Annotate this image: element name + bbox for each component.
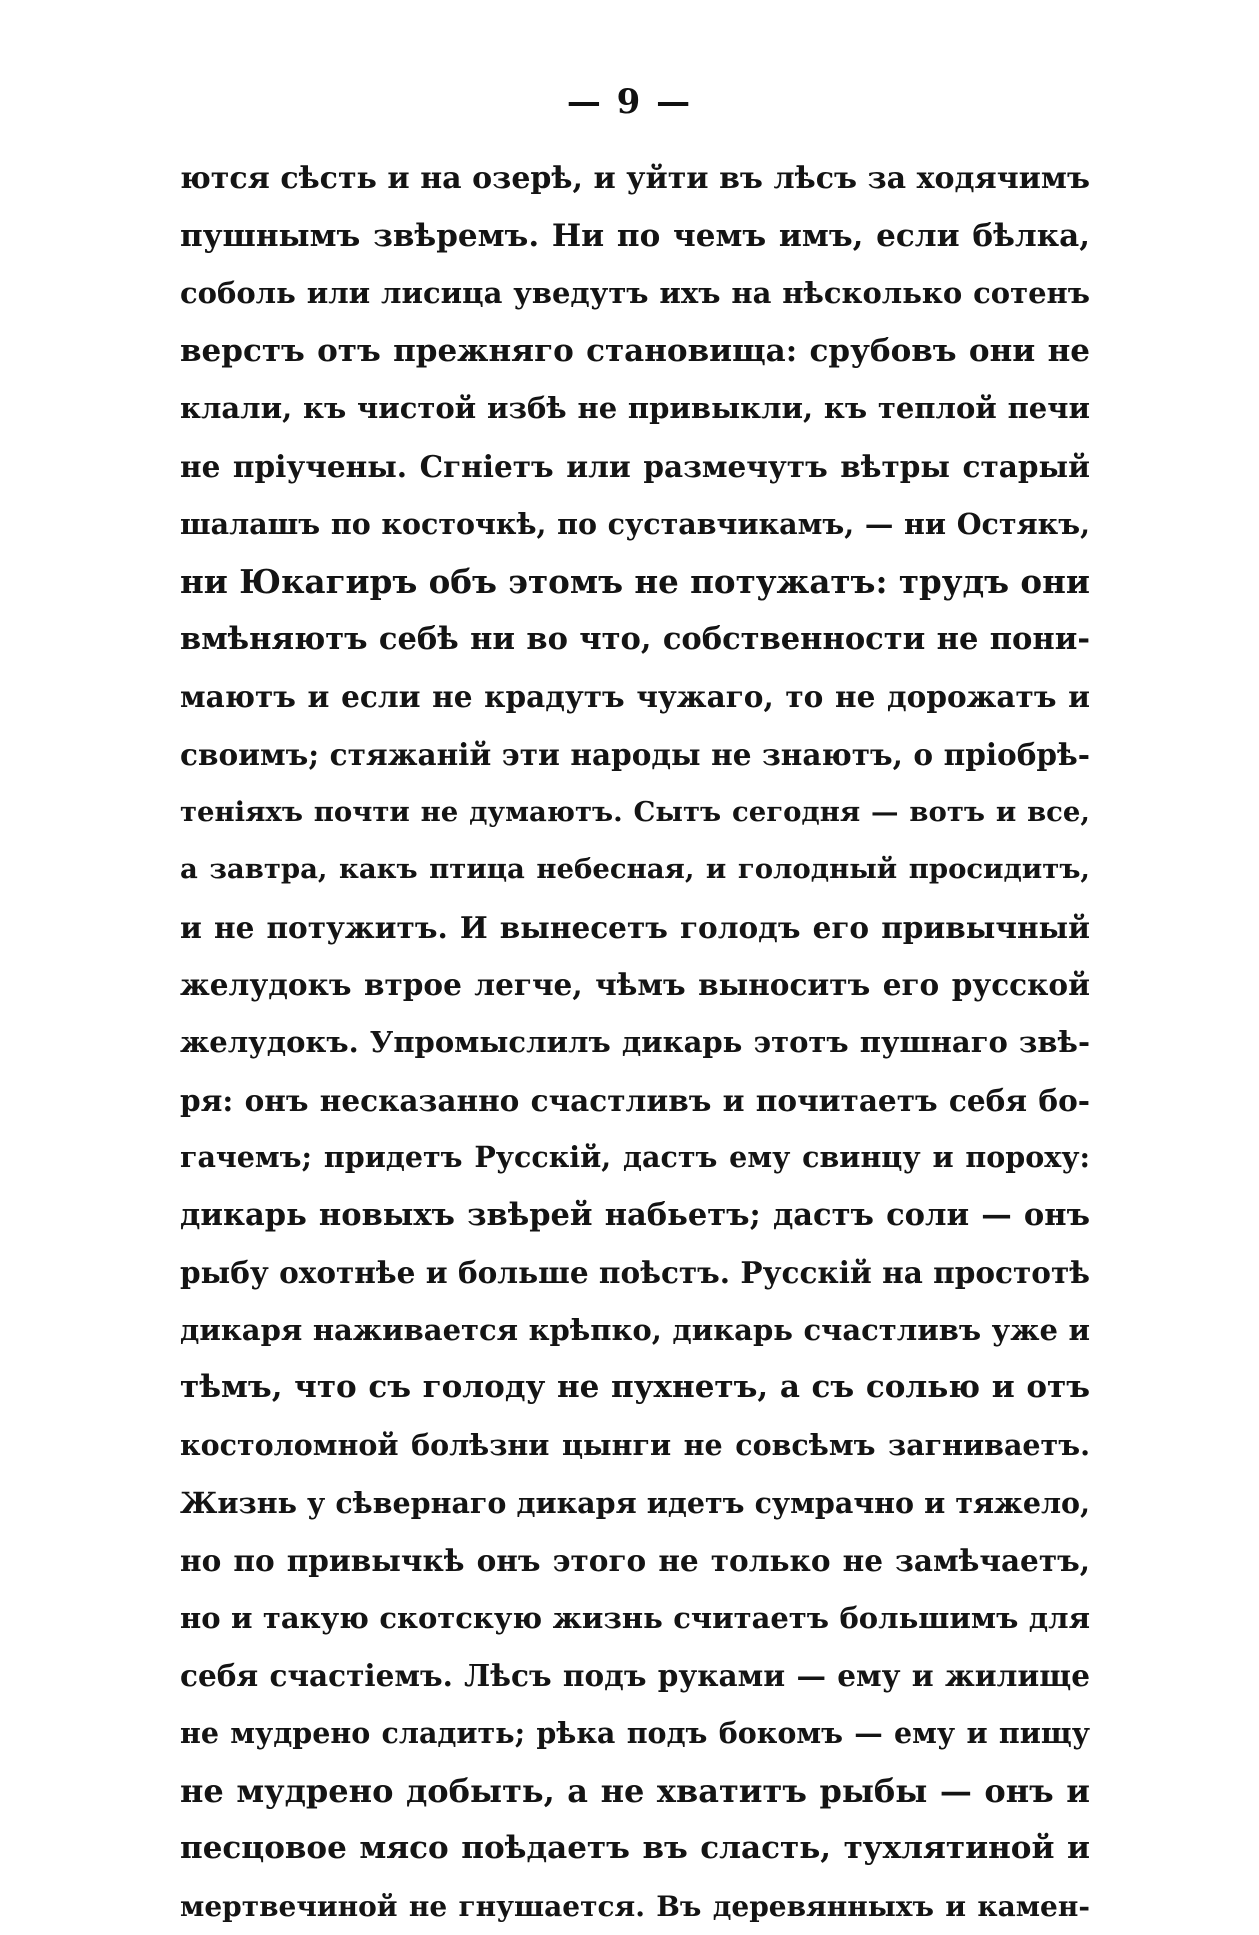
text-line: теніяхъ почти не думаютъ. Сытъ сегодня — вотъ и все, bbox=[180, 795, 1090, 828]
text-line: не мудрено добыть, а не хватитъ рыбы — онъ и bbox=[180, 1771, 1090, 1810]
text-line: желудокъ втрое легче, чѣмъ выноситъ его русской bbox=[180, 967, 1090, 1003]
text-line: и не потужитъ. И вынесетъ голодъ его привычный bbox=[180, 909, 1090, 945]
text-line: шалашъ по косточкѣ, по суставчикамъ, — ни Остякъ, bbox=[180, 506, 1090, 541]
text-line: ря: онъ несказанно счастливъ и почитаетъ себя бо- bbox=[180, 1082, 1090, 1118]
text-line: себя счастіемъ. Лѣсъ подъ руками — ему и жилище bbox=[180, 1658, 1090, 1694]
text-line: Жизнь у сѣвернаго дикаря идетъ сумрачно и тяжело, bbox=[180, 1485, 1090, 1520]
text-line: дикарь новыхъ звѣрей набьетъ; дастъ соли — онъ bbox=[180, 1196, 1090, 1233]
text-line: своимъ; стяжаній эти народы не знаютъ, о пріобрѣ- bbox=[180, 736, 1090, 772]
text-line: не пріучены. Сгніетъ или размечутъ вѣтры старый bbox=[180, 448, 1090, 484]
page-number: — 9 — bbox=[566, 82, 693, 122]
text-line: гачемъ; придетъ Русскій, дастъ ему свинцу и пороху: bbox=[180, 1140, 1090, 1175]
text-line: рыбу охотнѣе и больше поѣстъ. Русскій на простотѣ bbox=[180, 1255, 1090, 1291]
text-line: желудокъ. Упромыслилъ дикарь этотъ пушнаго звѣ- bbox=[180, 1024, 1090, 1059]
text-line: пушнымъ звѣремъ. Ни по чемъ имъ, если бѣлка, bbox=[180, 217, 1090, 254]
text-line: клали, къ чистой избѣ не привыкли, къ теплой печи bbox=[180, 391, 1090, 426]
text-line: а завтра, какъ птица небесная, и голодный просидитъ, bbox=[180, 853, 1090, 886]
text-line: но по привычкѣ онъ этого не только не замѣчаетъ, bbox=[180, 1543, 1090, 1579]
text-line: ни Юкагиръ объ этомъ не потужатъ: трудъ они bbox=[180, 562, 1090, 602]
text-line: костоломной болѣзни цынги не совсѣмъ загниваетъ. bbox=[180, 1428, 1090, 1463]
text-line: верстъ отъ прежняго становища: срубовъ они не bbox=[180, 332, 1090, 369]
text-line: но и такую скотскую жизнь считаетъ большимъ для bbox=[180, 1600, 1090, 1635]
text-line: вмѣняютъ себѣ ни во что, собственности не пони- bbox=[180, 620, 1090, 657]
text-line: песцовое мясо поѣдаетъ въ сласть, тухлятиной и bbox=[180, 1830, 1090, 1867]
text-line: дикаря наживается крѣпко, дикарь счастливъ уже и bbox=[180, 1312, 1090, 1347]
text-line: тѣмъ, что съ голоду не пухнетъ, а съ солью и отъ bbox=[180, 1369, 1090, 1406]
text-line: ются сѣсть и на озерѣ, и уйти въ лѣсъ за ходячимъ bbox=[180, 161, 1090, 196]
text-line: соболь или лисица уведутъ ихъ на нѣсколько сотенъ bbox=[180, 276, 1090, 311]
text-line: не мудрено сладить; рѣка подъ бокомъ — ему и пищу bbox=[180, 1716, 1090, 1751]
text-line: маютъ и если не крадутъ чужаго, то не дорожатъ и bbox=[180, 679, 1090, 715]
body-text bbox=[180, 150, 1090, 1935]
text-line: мертвечиной не гнушается. Въ деревянныхъ и камен- bbox=[180, 1889, 1090, 1923]
